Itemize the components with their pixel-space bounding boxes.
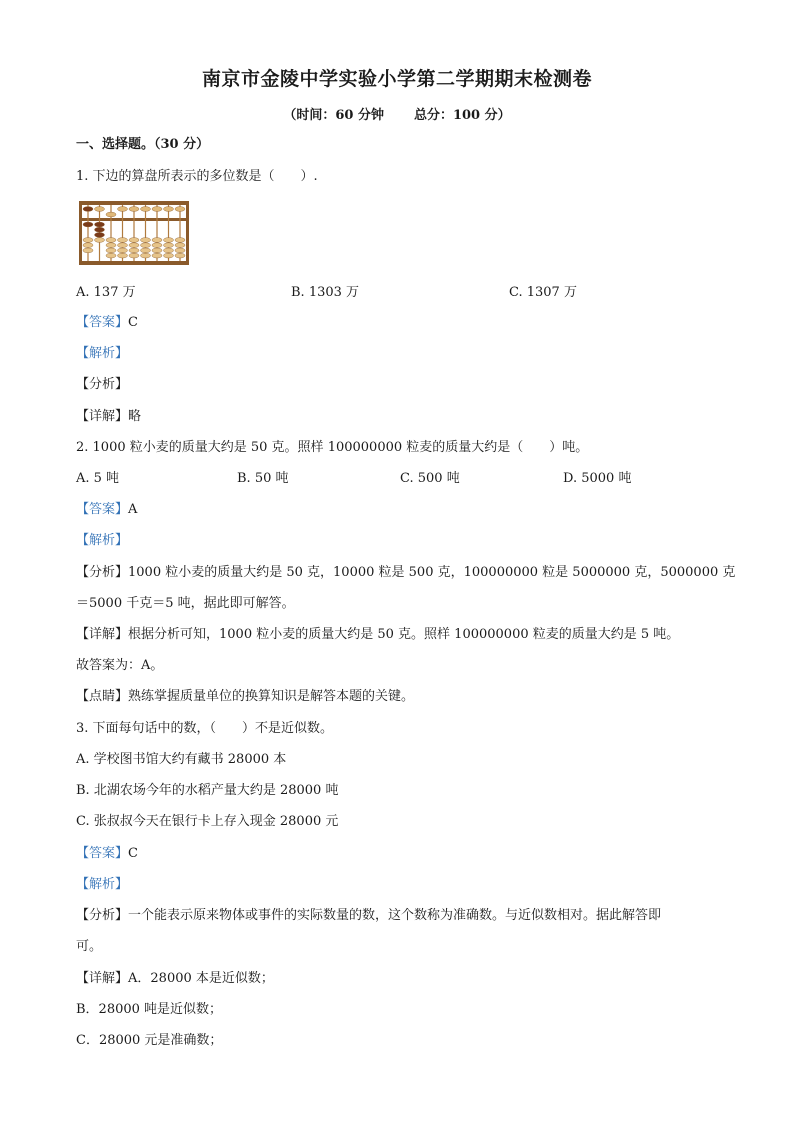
q3-detail: [76, 970, 274, 988]
q3-detail-line: B．28000 吨是近似数；: [76, 1002, 223, 1017]
exam-info: [0, 104, 794, 123]
answer-tag: 【答案】: [76, 846, 129, 861]
abacus-bead: [175, 207, 185, 212]
exam-score: 总分：100 分）: [413, 108, 511, 123]
q3-option-a: A. 学校图书馆大约有藏书 28000 本: [76, 752, 287, 767]
abacus-bead: [106, 243, 116, 248]
section-heading: 一、选择题。（30 分）: [76, 137, 210, 152]
q2-analysis-tag: 【解析】: [76, 533, 129, 548]
abacus-bead: [141, 248, 151, 253]
abacus-bead: [118, 248, 128, 253]
abacus-bead: [152, 243, 162, 248]
q3-fenxi-cont: 可。: [76, 939, 103, 954]
abacus-bead: [83, 248, 93, 253]
q3-option-b: B. 北湖农场今年的水稻产量大约是 28000 吨: [76, 783, 339, 798]
q1-analysis-tag: 【解析】: [76, 346, 129, 361]
abacus-bead: [118, 238, 128, 243]
q1-fenxi-tag: 【分析】: [76, 377, 129, 392]
abacus-bead: [141, 243, 151, 248]
abacus-bead: [83, 238, 93, 243]
q2-option-a: A. 5 吨: [76, 471, 120, 486]
abacus-bead: [95, 222, 105, 227]
abacus-image: [78, 200, 190, 266]
abacus-frame-top: [79, 201, 189, 205]
q3-fenxi: [76, 907, 661, 925]
abacus-bead: [118, 243, 128, 248]
abacus-bead: [141, 253, 151, 258]
abacus-bead: [95, 233, 105, 238]
page-title: 南京市金陵中学实验小学第二学期期末检测卷: [201, 68, 592, 90]
q2-detail: [76, 626, 679, 644]
detail-tag: 【详解】: [76, 971, 129, 986]
q2-option-c: C. 500 吨: [400, 471, 460, 486]
abacus-frame-bottom: [79, 261, 189, 265]
fenxi-text: 1000 粒小麦的质量大约是 50 克，10000 粒是 500 克，100000000 粒是 5000000 克，5000000 克: [128, 565, 736, 580]
q2-fenxi-cont: ＝5000 千克＝5 吨，据此即可解答。: [76, 596, 295, 611]
abacus-bead: [152, 248, 162, 253]
abacus-bead: [141, 207, 151, 212]
abacus-bead: [95, 207, 105, 212]
q1-stem: 1. 下边的算盘所表示的多位数是（ ）.: [76, 169, 318, 184]
abacus-bead: [129, 243, 139, 248]
abacus-bead: [175, 243, 185, 248]
answer-value: C: [128, 846, 138, 861]
detail-tag: 【详解】: [76, 627, 129, 642]
q2-answer: [76, 501, 137, 519]
abacus-bead: [152, 253, 162, 258]
abacus-bead: [141, 238, 151, 243]
fenxi-text: 一个能表示原来物体或事件的实际数量的数，这个数称为准确数。与近似数相对。据此解答即: [128, 908, 662, 923]
answer-tag: 【答案】: [76, 315, 129, 330]
abacus-bead: [106, 212, 116, 217]
abacus-bead: [83, 222, 93, 227]
answer-tag: 【答案】: [76, 502, 129, 517]
answer-value: C: [128, 315, 138, 330]
abacus-bead: [164, 253, 174, 258]
q1-option-c: C. 1307 万: [509, 285, 577, 300]
abacus-bead: [175, 248, 185, 253]
q2-option-b: B. 50 吨: [237, 471, 289, 486]
tip-tag: 【点睛】: [76, 689, 129, 704]
q3-answer: [76, 845, 138, 863]
q2-conclusion: 故答案为：A。: [76, 658, 164, 673]
abacus-bead: [106, 253, 116, 258]
q3-analysis-tag: 【解析】: [76, 877, 129, 892]
abacus-bead: [164, 207, 174, 212]
abacus-bead: [164, 248, 174, 253]
abacus-bead: [106, 248, 116, 253]
answer-value: A: [128, 502, 138, 517]
abacus-bead: [118, 253, 128, 258]
q3-detail-line: C．28000 元是准确数；: [76, 1033, 223, 1048]
q2-fenxi: [76, 564, 735, 582]
tip-text: 熟练掌握质量单位的换算知识是解答本题的关键。: [128, 689, 415, 704]
abacus-bead: [164, 243, 174, 248]
exam-time: （时间：60 分钟: [283, 108, 384, 123]
abacus-bead: [175, 238, 185, 243]
q2-tip: [76, 688, 414, 706]
fenxi-tag: 【分析】: [76, 908, 129, 923]
abacus-bead: [83, 207, 93, 212]
detail-tag: 【详解】: [76, 409, 129, 424]
abacus-bead: [95, 227, 105, 232]
abacus-bead: [106, 238, 116, 243]
q1-option-a: A. 137 万: [76, 285, 136, 300]
fenxi-tag: 【分析】: [76, 565, 129, 580]
abacus-bead: [118, 207, 128, 212]
abacus-bead: [152, 207, 162, 212]
q1-option-b: B. 1303 万: [291, 285, 360, 300]
abacus-bead: [83, 243, 93, 248]
abacus-bead: [129, 238, 139, 243]
abacus-bead: [129, 248, 139, 253]
q1-detail: [76, 408, 141, 426]
q3-stem: 3. 下面每句话中的数，（ ）不是近似数。: [76, 721, 334, 736]
abacus-bead: [164, 238, 174, 243]
detail-text: A．28000 本是近似数；: [128, 971, 274, 986]
detail-text: 略: [128, 409, 142, 424]
detail-text: 根据分析可知，1000 粒小麦的质量大约是 50 克。照样 100000000 粒麦的质量大约是 5 吨。: [128, 627, 680, 642]
abacus-bead: [175, 253, 185, 258]
q2-option-d: D. 5000 吨: [563, 471, 632, 486]
abacus-bead: [152, 238, 162, 243]
q3-option-c: C. 张叔叔今天在银行卡上存入现金 28000 元: [76, 814, 339, 829]
abacus-bead: [129, 207, 139, 212]
abacus-bead: [129, 253, 139, 258]
q2-stem: 2. 1000 粒小麦的质量大约是 50 克。照样 100000000 粒麦的质量大约是（ ）吨。: [76, 440, 589, 455]
abacus-bead: [95, 238, 105, 243]
q1-answer: [76, 314, 138, 332]
